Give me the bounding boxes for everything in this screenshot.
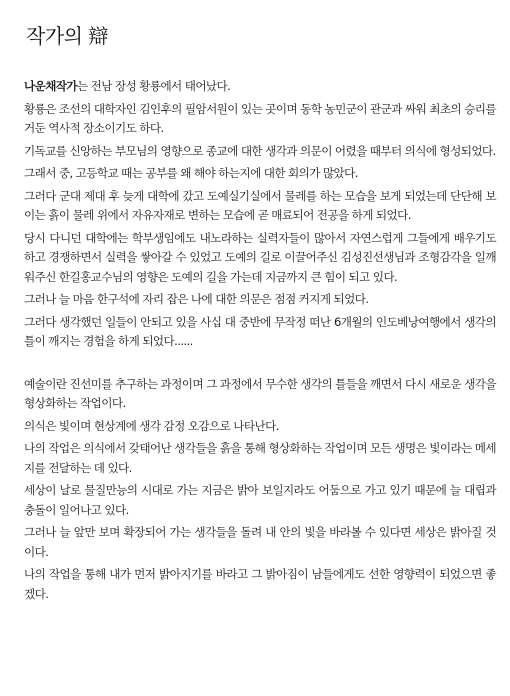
paragraph: 그러다 생각했던 일들이 안되고 있을 사십 대 중반에 무작정 떠난 6개월의 인도베낭여행에서 생각의 틀이 깨지는 경험을 하게 되었다...... (24, 314, 496, 348)
intro-text: 는 전남 장성 황룡에서 태어났다. (77, 79, 231, 93)
paragraph: 그러나 늘 마음 한구석에 자리 잡은 나에 대한 의문은 점점 커지게 되었다. (24, 292, 369, 306)
paragraph: 황룡은 조선의 대학자인 김인후의 필암서원이 있는 곳이며 동학 농민군이 관군과 싸워 최초의 승리를 거둔 역사적 장소이기도 하다. (24, 101, 496, 135)
paragraph: 나의 작업은 의식에서 갖태어난 생각들을 흙을 통해 형상화하는 작업이며 모든 생명은 빛이라는 메세지를 전달하는 데 있다. (24, 441, 496, 475)
paragraph: 나의 작업을 통해 내가 먼저 밝아지기를 바라고 그 밝아짐이 남들에게도 선한 영향력이 되었으면 좋겠다. (24, 567, 496, 601)
section-gap (24, 355, 496, 375)
paragraph: 예술이란 진선미를 추구하는 과정이며 그 과정에서 무수한 생각의 틀들을 깨면서 다시 새로운 생각을 형상화하는 작업이다. (24, 376, 496, 410)
paragraph: 의식은 빛이며 현상계에 생각 감정 오감으로 나타난다. (24, 418, 279, 433)
artist-name: 나운채작가 (24, 79, 77, 93)
artist-statement (24, 20, 496, 607)
paragraph: 그러다 군대 제대 후 늦게 대학에 갔고 도예실기실에서 물레를 하는 모습을 보게 되었는데 단단해 보이는 흙이 물레 위에서 자유자재로 변하는 모습에 곧 매료되어 전공을 하게 되었다. (24, 188, 496, 222)
paragraph: 세상이 날로 물질만능의 시대로 가는 지금은 밝아 보일지라도 어둠으로 가고 있기 때문에 늘 대립과 충돌이 일어나고 있다. (24, 483, 496, 517)
paragraph: 기독교를 신앙하는 부모님의 영향으로 종교에 대한 생각과 의문이 어렸을 때부터 의식에 형성되었다. (24, 143, 496, 158)
paragraph: 당시 다니던 대학에는 학부생임에도 내노라하는 실력자들이 많아서 자연스럽게 그들에게 배우기도 하고 경쟁하면서 실력을 쌓아갈 수 있었고 도예의 길로 이끌어주신 김성진선생님과 조형감각을 일깨워주신 한길홍교수님의 영향은 도예의 길을 가는데 지금까지 큰 힘이 되고 있다. (24, 230, 496, 284)
page-title: 작가의 辯 (26, 24, 108, 48)
paragraph: 그래서 중, 고등학교 때는 공부를 왜 해야 하는지에 대한 회의가 많았다. (24, 166, 358, 180)
intro-paragraph (24, 77, 496, 97)
paragraph: 그러나 늘 앞만 보며 확장되어 가는 생각들을 돌려 내 안의 빛을 바라볼 수 있다면 세상은 밝아질 것이다. (24, 525, 496, 559)
